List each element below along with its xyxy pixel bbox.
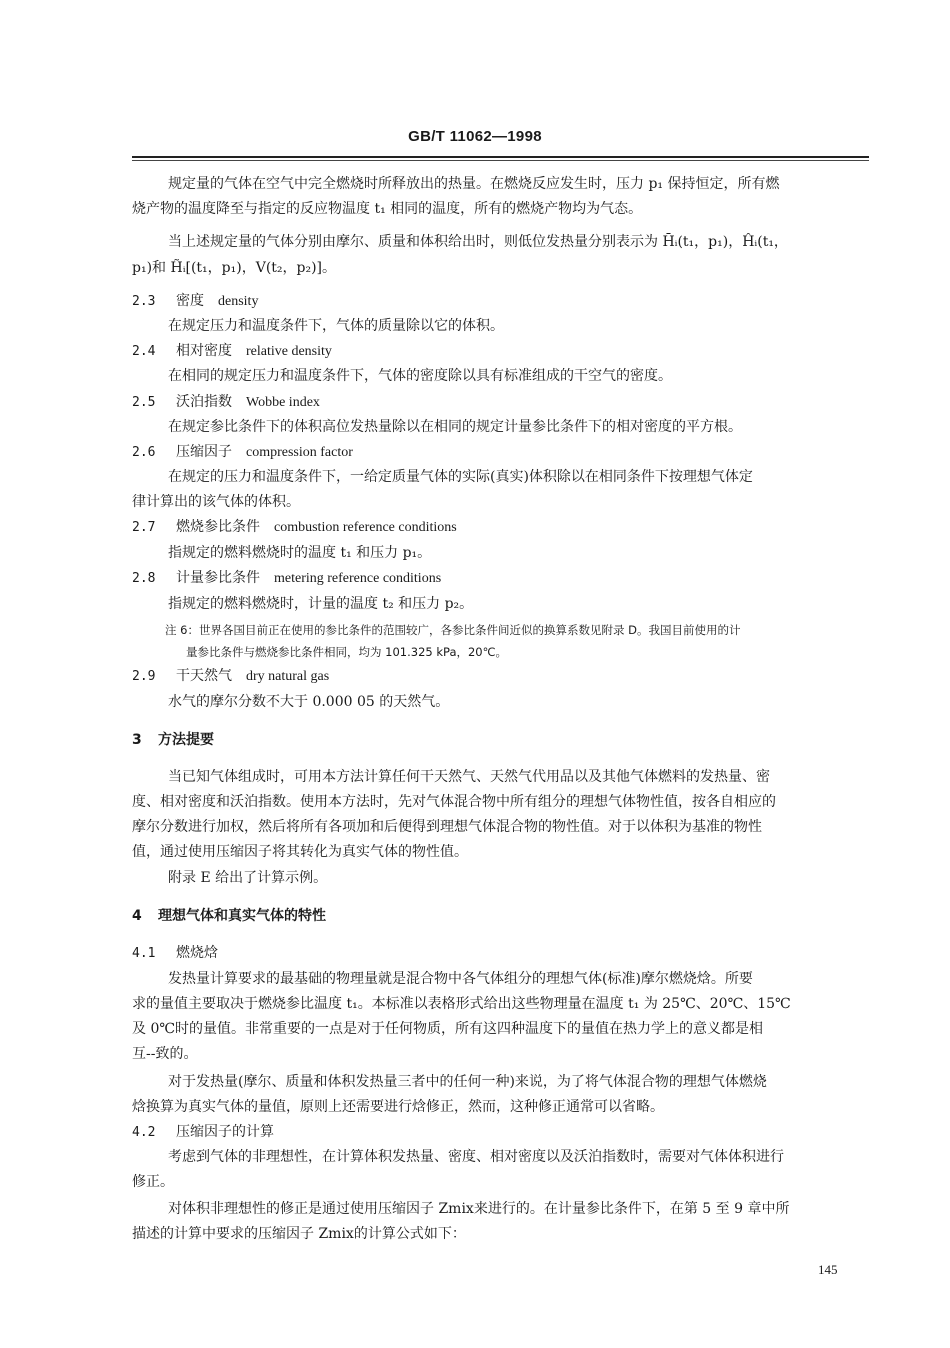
- section-heading-2-3: [132, 289, 258, 314]
- section-body: 律计算出的该气体的体积。: [132, 494, 300, 510]
- paragraph-line: 摩尔分数进行加权，然后将所有各项加和后便得到理想气体混合物的物性值。对于以体积为基准的物性: [132, 819, 762, 835]
- section-number: 4.1: [132, 946, 156, 961]
- section-number: 2.5: [132, 395, 156, 410]
- section-number: 4.2: [132, 1125, 156, 1140]
- section-number: 2.9: [132, 669, 156, 684]
- paragraph-line: 规定量的气体在空气中完全燃烧时所释放出的热量。在燃烧反应发生时，压力 p₁ 保持恒定，所有燃: [168, 176, 780, 192]
- section-number: 2.3: [132, 294, 156, 309]
- section-title: 压缩因子的计算: [176, 1124, 274, 1140]
- paragraph-line: p₁)和 H̃ᵢ[(t₁，p₁)，V(t₂，p₂)]。: [132, 260, 337, 276]
- section-heading-2-6: [132, 440, 353, 465]
- paragraph-line: 当上述规定量的气体分别由摩尔、质量和体积给出时，则低位发热量分别表示为 H̄ᵢ(t₁，p₁)，Ĥᵢ(t₁，: [168, 234, 788, 250]
- section-heading-2-9: [132, 664, 329, 689]
- section-heading-4-2: [132, 1120, 274, 1145]
- page-number: 145: [818, 1262, 838, 1277]
- section-heading-2-8: [132, 566, 441, 591]
- section-title-en: density: [218, 294, 259, 309]
- section-body: 指规定的燃料燃烧时的温度 t₁ 和压力 p₁。: [168, 545, 432, 561]
- section-number: 2.8: [132, 571, 156, 586]
- note-6-line: 注 6：世界各国目前正在使用的参比条件的范围较广，各参比条件间近似的换算系数见附录 D。我国目前使用的计: [165, 623, 741, 637]
- section-title: 干天然气: [176, 668, 232, 684]
- standard-code-header: GB/T 11062—1998: [408, 128, 542, 145]
- chapter-title: 方法提要: [158, 732, 214, 748]
- section-body: 在规定参比条件下的体积高位发热量除以在相同的规定计量参比条件下的相对密度的平方根。: [168, 419, 742, 435]
- section-number: 2.7: [132, 520, 156, 535]
- section-body: 在相同的规定压力和温度条件下，气体的密度除以具有标准组成的干空气的密度。: [168, 368, 672, 384]
- section-title: 沃泊指数: [176, 394, 232, 410]
- paragraph-line: 附录 E 给出了计算示例。: [168, 870, 328, 886]
- paragraph-line: 描述的计算中要求的压缩因子 Zmix的计算公式如下：: [132, 1226, 466, 1242]
- section-heading-2-4: [132, 339, 332, 364]
- section-body: 在规定压力和温度条件下，气体的质量除以它的体积。: [168, 318, 504, 334]
- section-title: 相对密度: [176, 343, 232, 359]
- paragraph-line: 互--致的。: [132, 1046, 198, 1062]
- paragraph-line: 焓换算为真实气体的量值，原则上还需要进行焓修正，然而，这种修正通常可以省略。: [132, 1099, 664, 1115]
- section-heading-2-7: [132, 515, 457, 540]
- section-heading-4-1: [132, 941, 218, 966]
- section-title-en: Wobbe index: [246, 395, 320, 410]
- section-body: 指规定的燃料燃烧时，计量的温度 t₂ 和压力 p₂。: [168, 596, 474, 612]
- section-number: 2.4: [132, 344, 156, 359]
- section-heading-2-5: [132, 390, 320, 415]
- section-title-en: metering reference conditions: [274, 571, 442, 586]
- paragraph-line: 修正。: [132, 1174, 174, 1190]
- section-title-en: relative density: [246, 344, 332, 359]
- section-body: 水气的摩尔分数不大于 0.000 05 的天然气。: [168, 694, 450, 710]
- chapter-4-heading: [132, 904, 326, 928]
- paragraph-line: 烧产物的温度降至与指定的反应物温度 t₁ 相同的温度，所有的燃烧产物均为气态。: [132, 201, 643, 217]
- paragraph-line: 发热量计算要求的最基础的物理量就是混合物中各气体组分的理想气体(标准)摩尔燃烧焓。所要: [168, 971, 753, 987]
- paragraph-line: 度、相对密度和沃泊指数。使用本方法时，先对气体混合物中所有组分的理想气体物性值，按各自相应的: [132, 794, 776, 810]
- paragraph-line: 值，通过使用压缩因子将其转化为真实气体的物性值。: [132, 844, 468, 860]
- section-number: 2.6: [132, 445, 156, 460]
- section-title: 燃烧焓: [176, 945, 218, 961]
- chapter-number: 3: [132, 732, 142, 748]
- section-body: 在规定的压力和温度条件下，一给定质量气体的实际(真实)体积除以在相同条件下按理想气体定: [168, 469, 753, 485]
- chapter-title: 理想气体和真实气体的特性: [158, 908, 326, 924]
- paragraph-line: 考虑到气体的非理想性，在计算体积发热量、密度、相对密度以及沃泊指数时，需要对气体体积进行: [168, 1149, 784, 1165]
- note-6-line: 量参比条件与燃烧参比条件相同，均为 101.325 kPa，20℃。: [186, 645, 508, 659]
- section-title: 计量参比条件: [176, 570, 260, 586]
- paragraph-line: 当已知气体组成时，可用本方法计算任何干天然气、天然气代用品以及其他气体燃料的发热量、密: [168, 769, 770, 785]
- chapter-number: 4: [132, 908, 142, 924]
- paragraph-line: 对体积非理想性的修正是通过使用压缩因子 Zmix来进行的。在计量参比条件下，在第 5 至 9 章中所: [168, 1201, 790, 1217]
- header-rule-thin: [132, 160, 869, 161]
- chapter-3-heading: [132, 728, 214, 752]
- header-rule-thick: [132, 156, 869, 158]
- section-title: 燃烧参比条件: [176, 519, 260, 535]
- section-title-en: compression factor: [246, 445, 353, 460]
- paragraph-line: 对于发热量(摩尔、质量和体积发热量三者中的任何一种)来说，为了将气体混合物的理想气体燃烧: [168, 1074, 767, 1090]
- section-title-en: combustion reference conditions: [274, 520, 457, 535]
- paragraph-line: 求的量值主要取决于燃烧参比温度 t₁。本标准以表格形式给出这些物理量在温度 t₁ 为 25℃、20℃、15℃: [132, 996, 791, 1012]
- section-title: 压缩因子: [176, 444, 232, 460]
- section-title-en: dry natural gas: [246, 669, 330, 684]
- section-title: 密度: [176, 293, 204, 309]
- paragraph-line: 及 0℃时的量值。非常重要的一点是对于任何物质，所有这四种温度下的量值在热力学上的意义都是相: [132, 1021, 764, 1037]
